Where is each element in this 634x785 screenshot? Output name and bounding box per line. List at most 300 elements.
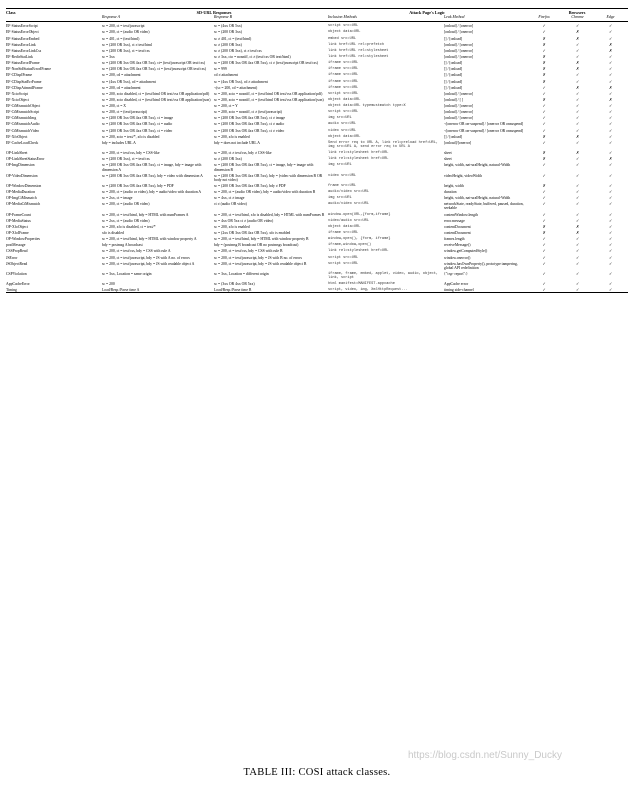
firefox-cell: ✓ [542, 104, 546, 109]
inclusion-header: Inclusion Methods [328, 15, 357, 20]
leak-cell: [] / [onload] [444, 85, 463, 90]
firefox-cell: ✗ [542, 36, 546, 41]
chrome-header: Chrome [571, 15, 584, 20]
chrome-cell: ✗ [575, 30, 580, 35]
chrome-cell: ✓ [575, 163, 580, 168]
chrome-cell: ✗ [575, 36, 580, 41]
class-cell: EF-StatusErrorLink [6, 42, 36, 47]
chrome-cell: ✗ [575, 85, 580, 90]
firefox-cell: ✗ [542, 134, 546, 139]
response-b-cell: sc = (4xx OR 5xx) [214, 24, 242, 29]
table-row [6, 286, 628, 293]
chrome-cell: ✓ [575, 282, 580, 287]
inclusion-cell: Send error req to URL A, link rel=preload href=URL, img src=URL A, send error req to URL A [328, 140, 439, 149]
class-cell: EF-StatusErrorScript [6, 24, 38, 29]
response-b-cell: sc ≠ 3xx, cto = nosniff, ct ≠ (text/css OR text/html) [214, 54, 291, 59]
response-a-header: Response A [102, 15, 120, 20]
inclusion-cell: link rel=stylesheet href=URL [328, 151, 389, 156]
firefox-cell: ✓ [542, 282, 546, 287]
response-a-cell: sc = 200, ct = (audio OR video) [102, 30, 150, 35]
firefox-header: Firefox [538, 15, 550, 20]
edge-cell: ✓ [608, 224, 613, 229]
edge-cell: ✓ [608, 151, 613, 156]
inclusion-cell: link rel=stylesheet href=URL [328, 157, 389, 162]
leak-cell: [onload] / [onerror] [444, 54, 474, 59]
leak-cell: [] / [onload] [444, 134, 463, 139]
response-b-cell: sc ≠ (200 OR 3xx) [214, 42, 242, 47]
leak-cell: [onload] / [onerror] [444, 48, 474, 53]
leak-cell: frames.length [444, 237, 465, 242]
response-b-cell: sc = 200, ct = (audio OR video), bdy = audio/video with duration B [214, 190, 316, 195]
leak-header: Leak Method [444, 15, 465, 20]
response-a-cell: bdy = includes URL A [102, 140, 136, 145]
inclusion-cell: img src=URL [328, 163, 352, 168]
class-cell: CSSPropRead [6, 249, 28, 254]
response-b-cell: sc = (3xx OR 4xx OR 5xx) [214, 282, 255, 287]
logic-header: Attack Page's Logic [409, 10, 445, 15]
edge-cell: ✓ [608, 249, 613, 254]
edge-cell: ✓ [608, 183, 613, 188]
inclusion-cell: link rel=stylesheet href=URL [328, 249, 389, 254]
edge-cell: ✗ [608, 85, 613, 90]
leak-cell: [onload] / [onerror] [444, 104, 474, 109]
class-cell: OP-XfoIFrame [6, 230, 29, 235]
firefox-cell: ✗ [542, 61, 546, 66]
firefox-cell: ✓ [542, 288, 546, 293]
class-cell: OP-LinkSheet [6, 151, 28, 156]
inclusion-cell: script src=URL [328, 24, 359, 29]
class-header: Class [6, 10, 16, 15]
response-a-cell: sc = 200, ct = text/html, bdy = HTML with numFrames A [102, 212, 189, 217]
edge-cell: ✓ [608, 190, 613, 195]
response-a-cell: sc = 200, ct = (audio OR video) [102, 202, 150, 207]
inclusion-cell: audio/video src=URL [328, 190, 369, 195]
response-a-cell: sc = 3xx, Location = same origin [102, 271, 152, 276]
inclusion-cell: iframe src=URL [328, 230, 359, 235]
leak-cell: [onload]/[onerror] [444, 140, 472, 145]
class-cell: EF-StatusErrorIFrame [6, 61, 40, 66]
group-header-row [6, 9, 628, 16]
chrome-cell: ✓ [575, 212, 580, 217]
edge-cell: ✓ [608, 128, 613, 133]
class-cell: JSObjectRead [6, 261, 28, 266]
chrome-cell: ✗ [575, 224, 580, 229]
edge-cell: ✓ [608, 110, 613, 115]
edge-cell: ✓ [608, 271, 613, 276]
chrome-cell: ✓ [575, 218, 580, 223]
response-b-cell: sc = 200, ct = text/javascript, bdy = JS with readable object B [214, 261, 307, 266]
response-b-cell: sc ≠ 401, ct = (text/html) [214, 36, 252, 41]
leak-cell: [onload] / [onerror] [444, 24, 474, 29]
response-b-cell: sc = 4xx, ct ≠ image [214, 196, 245, 201]
chrome-cell: ✓ [575, 183, 580, 188]
chrome-cell: ✓ [575, 73, 580, 78]
leak-cell: height, width, nat-uralHeight, natural-Width [444, 163, 511, 168]
edge-cell: ✓ [608, 140, 613, 145]
leak-cell: [] / [onload] [444, 36, 463, 41]
firefox-cell: ✗ [542, 73, 546, 78]
sub-header-row [6, 15, 628, 22]
response-a-cell: sc = 2xx, ct = image [102, 196, 133, 201]
response-b-cell: sc = 200, ct = text/html, xfo is disabled, bdy = HTML with numFrames B [214, 212, 325, 217]
inclusion-cell: link href=URL rel=stylesheet [328, 48, 389, 53]
firefox-cell: ✓ [542, 24, 546, 29]
edge-cell: ✓ [608, 122, 613, 127]
class-cell: CSPViolation [6, 271, 27, 276]
response-b-cell: sc = (200 OR 3xx OR 4xx OR 5xx), bdy ≠ PDF [214, 183, 286, 188]
response-b-cell: sc = (200 OR 3xx OR 4xx OR 5xx), ct ≠ audio [214, 122, 285, 127]
response-a-cell: sc = (200 OR 3xx OR 4xx OR 5xx), bdy = PDF [102, 183, 174, 188]
table-row [6, 161, 628, 171]
chrome-cell: ✓ [575, 110, 580, 115]
firefox-cell: ✗ [542, 42, 546, 47]
leak-cell: [onload] / [onerror] [444, 116, 474, 121]
inclusion-cell: embed src=URL [328, 36, 357, 41]
inclusion-cell: frame src=URL [328, 183, 357, 188]
response-b-cell: sc = 200, ct = Y [214, 104, 238, 109]
watermark: https://blog.csdn.net/Sunny_Ducky [408, 750, 562, 761]
class-cell: OP-WindowDimension [6, 183, 42, 188]
class-cell: EF-CtMismatchVideo [6, 128, 40, 133]
response-b-cell: sc = 200, xcto = nosniff, ct = (text/html OR text/css OR application/json) [214, 97, 324, 102]
chrome-cell: ✓ [575, 237, 580, 242]
table-caption: TABLE III: COSI attack classes. [243, 767, 391, 778]
inclusion-cell: video src=URL [328, 173, 357, 178]
firefox-cell: ✗ [542, 79, 546, 84]
chrome-cell: ✓ [575, 190, 580, 195]
response-a-cell: bdy = postmsg A broadcast [102, 243, 143, 248]
inclusion-cell: link href=URL rel=stylesheet [328, 54, 389, 59]
table-row [6, 139, 628, 149]
leak-cell: contentDocument [444, 224, 471, 229]
class-cell: OP-XfoObject [6, 224, 28, 229]
response-a-cell: sc = 401, ct = (text/html) [102, 36, 140, 41]
response-b-cell: sc = 200, ct = text/javascript, bdy = JS with B no. of errors [214, 255, 302, 260]
response-b-cell: sc = (200 OR 3xx) [214, 30, 242, 35]
response-a-cell: sc = (200 OR 3xx), ct = text/css [102, 157, 150, 162]
response-a-cell: sc = 2xx, ct = (audio OR video) [102, 218, 150, 223]
firefox-cell: ✓ [542, 271, 546, 276]
leak-cell: height, width [444, 183, 464, 188]
class-cell: EF-NonStdStatusErrorIFrame [6, 67, 51, 72]
chrome-cell: ✓ [575, 79, 580, 84]
firefox-cell: ✗ [542, 67, 546, 72]
leak-cell: window.hasOwnProperty(), prototype tampering, global API redefinition [444, 261, 518, 270]
response-b-cell: cd ≠ attachment [214, 73, 238, 78]
inclusion-cell: video/audio src=URL [328, 218, 369, 223]
leak-cell: duration [444, 190, 457, 195]
firefox-cell: ✓ [542, 122, 546, 127]
edge-cell: ✗ [608, 48, 613, 53]
edge-cell: ✓ [608, 212, 613, 217]
firefox-cell: ✓ [542, 30, 546, 35]
inclusion-cell: audio/video src=URL [328, 202, 369, 207]
class-cell: EF-XctoObject [6, 97, 29, 102]
leak-cell: videoHeight, videoWidth [444, 173, 482, 178]
table-row [6, 200, 628, 210]
inclusion-cell: audio src=URL [328, 122, 357, 127]
firefox-cell: ✗ [542, 157, 546, 162]
class-cell: EF-CDispStatErrFrame [6, 79, 42, 84]
chrome-cell: ✓ [575, 196, 580, 201]
class-cell: EF-CtMismatchImg [6, 116, 37, 121]
edge-cell: ✓ [608, 255, 613, 260]
firefox-cell: ✓ [542, 91, 546, 96]
empty-subheader [6, 15, 102, 22]
leak-cell: contentDocument [444, 230, 471, 235]
inclusion-cell: iframe,window,open() [328, 243, 372, 248]
inclusion-cell: object data=URL [328, 224, 361, 229]
response-b-cell: bdy = (postmsg B broadcast OR no postmsgs broadcast) [214, 243, 299, 248]
leak-cell: error.message [444, 218, 465, 223]
response-a-cell: sc = (200 OR 3xx OR 4xx OR 5xx), ct= (text/javascript OR text/css) [102, 61, 206, 66]
table-row [6, 270, 628, 280]
response-a-cell: sc = 200 [102, 282, 115, 287]
chrome-cell: ✗ [575, 61, 580, 66]
chrome-cell: ✓ [575, 42, 580, 47]
edge-cell: ✓ [608, 79, 613, 84]
inclusion-cell: img src=URL [328, 196, 352, 201]
leak-cell: sheet [444, 151, 452, 156]
response-b-cell: sc = 200, xcto = nosniff, ct = (text/html OR text/css OR application/pdf) [214, 91, 323, 96]
chrome-cell: ✓ [575, 97, 580, 102]
firefox-cell: ✓ [542, 190, 546, 195]
edge-cell: ✗ [608, 42, 613, 47]
firefox-cell: ✗ [542, 183, 546, 188]
class-cell: EF-StatusErrorLinkCss [6, 48, 42, 53]
attack-classes-table [6, 8, 628, 293]
edge-cell: ✗ [608, 157, 613, 162]
edge-cell: ✓ [608, 24, 613, 29]
response-a-cell: sc = (200 OR 3xx OR 4xx OR 5xx), ct = (text/javascript OR text/css) [102, 67, 207, 72]
chrome-cell: ✓ [575, 128, 580, 133]
inclusion-cell: iframe src=URL [328, 79, 359, 84]
class-cell: OP-WindowProperties [6, 237, 41, 242]
chrome-cell: ✓ [575, 173, 580, 178]
leak-cell: [] / [onload] [444, 67, 463, 72]
firefox-cell: ✓ [542, 212, 546, 217]
response-b-cell: ct ≠ (audio OR video) [214, 202, 247, 207]
leak-cell: [onload] / [ ] [444, 97, 464, 102]
edge-cell: ✓ [608, 218, 613, 223]
edge-cell: ✓ [608, 196, 613, 201]
chrome-cell: ✓ [575, 48, 580, 53]
class-cell: EF-StatusErrorEmbed [6, 36, 40, 41]
chrome-cell: ✗ [575, 134, 580, 139]
leak-cell: {"csp- report":} [444, 271, 468, 276]
class-cell: OP-LinkSheetStatusError [6, 157, 45, 162]
edge-cell: ✓ [608, 261, 613, 266]
leak-cell: [onload] / [onerror] [444, 110, 474, 115]
class-cell: EF-XfoObject [6, 134, 28, 139]
inclusion-cell: iframe src=URL [328, 61, 359, 66]
response-b-cell: sc = (200 OR 3xx OR 4xx OR 5xx), bdy = (video with dimension B OR body not video) [214, 173, 323, 182]
inclusion-cell: object data=URL [328, 30, 361, 35]
leak-cell: contentWindow.length [444, 212, 478, 217]
inclusion-cell: object data=URL [328, 97, 361, 102]
leak-cell: height, width, nat-uralHeight, natural-Width [444, 196, 511, 201]
chrome-cell: ✗ [575, 230, 580, 235]
chrome-cell: ✓ [575, 243, 580, 248]
response-b-cell: sc = 200, xfo is enabled [214, 134, 250, 139]
response-b-cell: sc = 3xx, Location = different origin [214, 271, 269, 276]
leak-cell: ¬[onerror OR on-suspend] / [onerror OR onsuspend] [444, 128, 524, 133]
inclusion-cell: script src=URL [328, 110, 359, 115]
edge-cell: ✓ [608, 202, 613, 207]
leak-cell: [onload] / [onerror] [444, 91, 474, 96]
inclusion-cell: window,open(), {form, iframe} [328, 237, 391, 242]
response-b-cell: sc = (4xx OR 5xx), cd ≠ attachment [214, 79, 268, 84]
class-cell: AppCacheError [6, 282, 30, 287]
firefox-cell: ✓ [542, 261, 546, 266]
firefox-cell: ✗ [542, 151, 546, 156]
response-a-cell: sc = 200, xcto disabled, ct = (text/html OR text/css OR application/json) [102, 97, 211, 102]
inclusion-cell: iframe src=URL [328, 85, 359, 90]
edge-cell: ✓ [608, 134, 613, 139]
leak-cell: AppCache error [444, 282, 469, 287]
firefox-cell: ✓ [542, 255, 546, 260]
response-a-cell: sc = 200, ct = (audio or video), bdy = audio/video with duration A [102, 190, 202, 195]
class-cell: JSError [6, 255, 18, 260]
leak-cell: window.getComputedStyle() [444, 249, 488, 254]
firefox-cell: ✓ [542, 140, 546, 145]
inclusion-cell: script src=URL [328, 255, 359, 260]
inclusion-cell: script src=URL [328, 261, 359, 266]
firefox-cell: ✓ [542, 110, 546, 115]
response-a-cell: sc = 200, ct = text/css, bdy = CSS with rule A [102, 249, 171, 254]
firefox-cell: ✓ [542, 173, 546, 178]
response-b-cell: sc ≠ (200 OR 3xx) [214, 157, 242, 162]
response-b-cell: sc = (200 OR 3xx OR 4xx OR 5xx), ct ≠ video [214, 128, 285, 133]
response-a-cell: sc = 200, xcto = text/*, xfo is disabled [102, 134, 160, 139]
inclusion-cell: iframe src=URL [328, 67, 359, 72]
class-cell: OP-VideoDimension [6, 173, 38, 178]
chrome-cell: ✓ [575, 261, 580, 266]
chrome-cell: ✓ [575, 249, 580, 254]
responses-header: SD-URL Responses [196, 10, 232, 15]
response-b-cell: sc = 200, ct ≠ text/css, bdy ≠ CSS-like [214, 151, 272, 156]
response-a-cell: sc = (200 OR 3xx), ct ≠ text/html [102, 42, 153, 47]
response-a-cell: sc = 200, ct = X [102, 104, 127, 109]
edge-cell: ✓ [608, 73, 613, 78]
chrome-cell: ✓ [575, 54, 580, 59]
response-b-cell: sc = (200 OR 3xx OR 4xx OR 5xx), ct = image, bdy = image with dimension B [214, 163, 314, 172]
response-b-cell: sc = (200 OR 3xx OR 4xx OR 5xx), ct ≠ (text/javascript OR text/css) [214, 61, 318, 66]
class-cell: Timing [6, 288, 17, 293]
response-a-cell: Load/Resp./Parse time A [102, 288, 140, 293]
class-cell: EF-StatusErrorObject [6, 30, 39, 35]
table-row [6, 172, 628, 182]
firefox-cell: ✓ [542, 249, 546, 254]
edge-cell: ✓ [608, 54, 613, 59]
table-row [6, 260, 628, 270]
chrome-cell: ✓ [575, 122, 580, 127]
response-b-header: Response B [214, 15, 233, 20]
chrome-cell: ✓ [575, 116, 580, 121]
response-a-cell: sc = (200 OR 3xx OR 4xx OR 5xx), bdy = video with dimension A [102, 173, 203, 178]
table-row [6, 22, 628, 29]
leak-cell: ¬[onerror OR on-suspend] / [onerror OR onsuspend] [444, 122, 524, 127]
inclusion-cell: link href=URL rel=prefetch [328, 42, 385, 47]
leak-cell: window.onerror() [444, 255, 471, 260]
edge-cell: ✓ [608, 61, 613, 66]
class-cell: EF-CDispIFrame [6, 73, 33, 78]
response-a-cell: sc = 200, ct = text/css, bdy = CSS-like [102, 151, 160, 156]
leak-cell: [onload] / [onerror] [444, 42, 474, 47]
class-cell: EF-CDispAttmntIFrame [6, 85, 43, 90]
response-b-cell: sc = 200, ct = text/html, bdy = HTML with window property B [214, 237, 309, 242]
edge-cell: ✓ [608, 36, 613, 41]
chrome-cell: ✓ [575, 104, 580, 109]
response-a-cell: sc = 200, cd = attachment [102, 85, 141, 90]
chrome-cell: ✓ [575, 288, 580, 293]
firefox-cell: ✓ [542, 237, 546, 242]
response-a-cell: sc = 200, ct = text/html, bdy = HTML with window property A [102, 237, 197, 242]
response-b-cell: sc ≠ (200 OR 3xx), ct ≠ text/css [214, 48, 262, 53]
response-a-cell: sc = (4xx OR 5xx), cd = attachment [102, 79, 156, 84]
edge-cell: ✓ [608, 282, 613, 287]
edge-cell: ✓ [608, 67, 613, 72]
chrome-cell: ✗ [575, 67, 580, 72]
leak-cell: sheet [444, 157, 452, 162]
class-cell: EF-RedirStatLink [6, 54, 33, 59]
response-b-cell: sc = 200, xfo is enabled [214, 224, 250, 229]
firefox-cell: ✓ [542, 128, 546, 133]
inclusion-cell: img src=URL [328, 116, 352, 121]
edge-header: Edge [606, 15, 615, 20]
chrome-cell: ✓ [575, 24, 580, 29]
response-b-cell: bdy = does not include URL A [214, 140, 260, 145]
chrome-cell: ✓ [575, 91, 580, 96]
chrome-cell: ✗ [575, 151, 580, 156]
firefox-cell: ✗ [542, 230, 546, 235]
inclusion-cell: iframe, frame, embed, applet, video, audio, object, link, script [328, 271, 439, 280]
response-a-cell: sc = 200, ct = text/javascript [102, 24, 145, 29]
response-b-cell: sc = (2xx OR 3xx OR 4xx OR 5xx), xfo is enabled [214, 230, 291, 235]
response-b-cell: ¬(sc = 200, cd = attachment) [214, 85, 258, 90]
edge-cell: ✓ [608, 91, 613, 96]
response-a-cell: sc = 200, ct = text/javascript, bdy = JS with readable object A [102, 261, 195, 266]
response-a-cell: sc = (200 OR 3xx OR 4xx OR 5xx), ct = image, bdy = image with dimension A [102, 163, 202, 172]
class-cell: OP-MediaCtMismatch [6, 202, 41, 207]
chrome-cell: ✓ [575, 255, 580, 260]
firefox-cell: ✓ [542, 243, 546, 248]
inclusion-cell: object data=URL typemustmatch type=X [328, 104, 406, 109]
response-a-cell: sc = (200 OR 3xx), ct = text/css [102, 48, 150, 53]
class-cell: OP-MediaDuration [6, 190, 35, 195]
response-b-cell: sc = 200, ct = text/css, bdy = CSS with rule B [214, 249, 283, 254]
chrome-cell: ✓ [575, 140, 580, 145]
leak-cell: receiveMessage() [444, 243, 471, 248]
firefox-cell: ✗ [542, 97, 546, 102]
class-cell: EF-CtMismatchObject [6, 104, 41, 109]
edge-cell: ✓ [608, 288, 613, 293]
response-b-cell: sc = 999 [214, 67, 227, 72]
chrome-cell: ✓ [575, 157, 580, 162]
inclusion-cell: window.open(URL,{form,iframe} [328, 212, 391, 217]
inclusion-cell: iframe src=URL [328, 73, 359, 78]
table-container [6, 8, 628, 293]
response-b-cell: Load/Resp./Parse time B [214, 288, 252, 293]
inclusion-cell: html manifest=MANIFEST.appcache [328, 282, 395, 287]
response-a-cell: sc = (200 OR 3xx OR 4xx OR 5xx), ct = image [102, 116, 174, 121]
firefox-cell: ✓ [542, 196, 546, 201]
edge-cell: ✓ [608, 163, 613, 168]
response-b-cell: sc = 200, xcto = nosniff, ct ≠ (text/javascript) [214, 110, 282, 115]
response-a-cell: sc = 200, ct = (text/javascript) [102, 110, 148, 115]
firefox-cell: ✓ [542, 202, 546, 207]
inclusion-cell: script src=URL [328, 91, 359, 96]
